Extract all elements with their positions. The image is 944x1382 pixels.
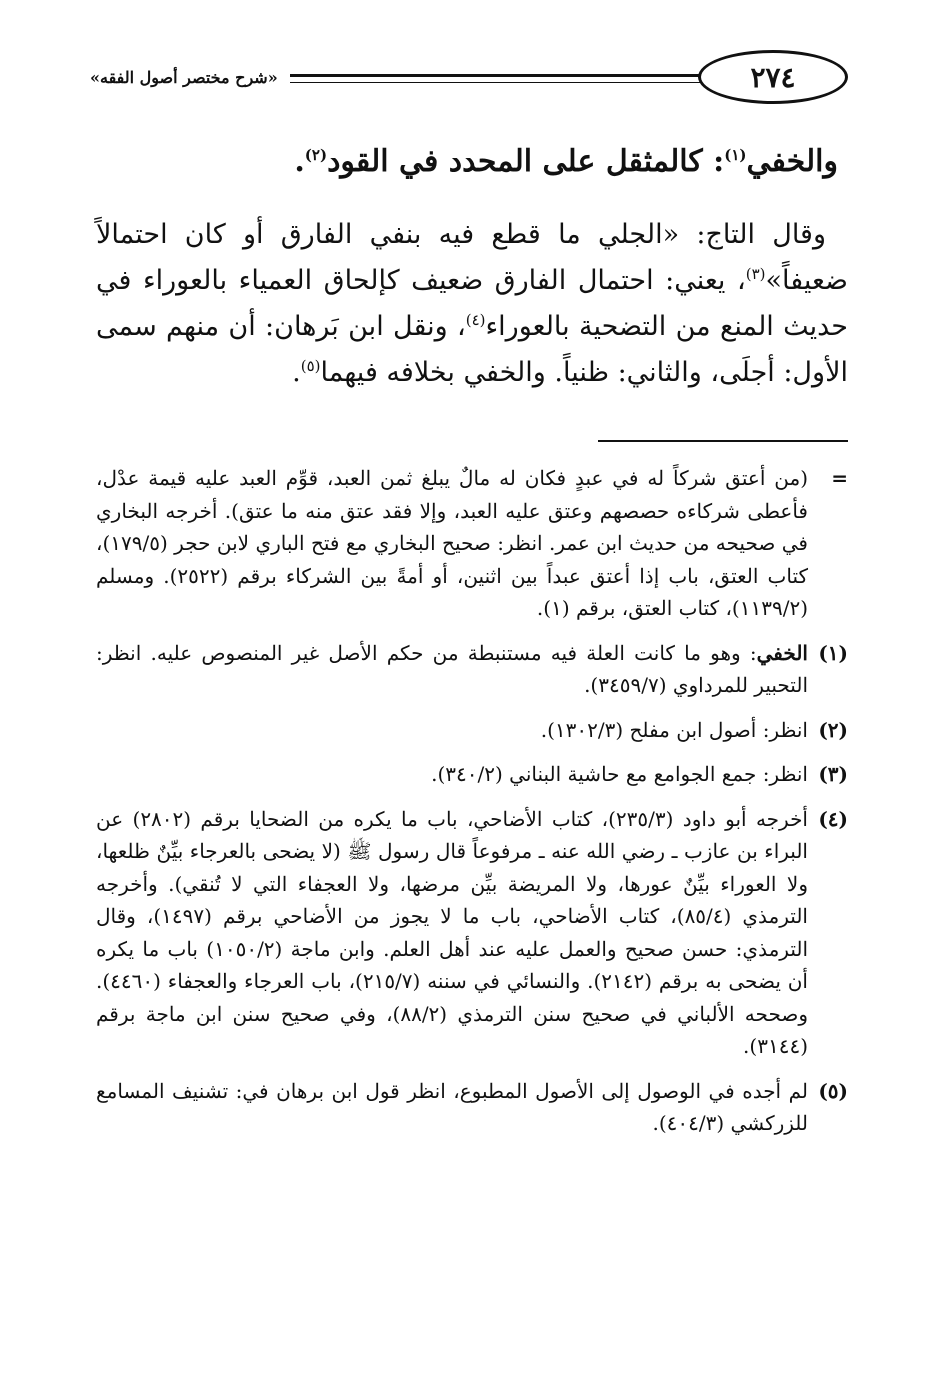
footnote-text: انظر: جمع الجوامع مع حاشية البناني (٣٤٠/٢). bbox=[431, 762, 808, 786]
footnotes bbox=[96, 462, 848, 1152]
book-title: «شرح مختصر أصول الفقه» bbox=[90, 68, 278, 87]
footnote-ref-2[interactable]: (٢) bbox=[304, 146, 328, 164]
footnote-text: انظر: أصول ابن مفلح (١٣٠٢/٣). bbox=[540, 717, 808, 742]
header-rule-thin bbox=[290, 82, 708, 83]
footnote-text bbox=[96, 637, 808, 702]
footnote-separator bbox=[598, 440, 848, 442]
body-paragraph bbox=[96, 212, 848, 396]
paragraph-end: . bbox=[292, 357, 301, 388]
footnote-text: أخرجه أبو داود (٢٣٥/٣)، كتاب الأضاحي، باب ما يكره من الضحايا برقم (٢٨٠٢) عن البراء بن عازب ـ رضي الله عنه ـ مرفوعاً قال رسول ﷺ (لا يضحى بالعرجاء بيِّنٌ ظلعها، ولا العوراء بيِّنٌ عورها، ولا المريضة بيِّن مرضها، ولا العجفاء التي لا تُنقي). وأخرجه الترمذي (٨٥/٤)، كتاب الأضاحي، باب ما لا يجوز من الأضاحي برقم (١٤٩٧)، وقال الترمذي: حسن صحيح والعمل عليه عند أهل العلم. وابن ماجة (١٠٥٠/٢) باب ما يكره أن يضحى به برقم (٢١٤٢). والنسائي في سننه (٢١٥/٧)، باب العرجاء والعجفاء (٤٤٦٠). وصححه الألباني في صحيح سنن الترمذي (٨٨/٢)، وفي صحيح سنن ابن ماجة برقم (٣١٤٤). bbox=[96, 806, 809, 1058]
heading-term: والخفي bbox=[746, 144, 838, 179]
footnote-term: الخفي bbox=[756, 640, 808, 665]
page-number: ٢٧٤ bbox=[698, 50, 848, 104]
footnote-ref-4[interactable]: (٤) bbox=[465, 311, 486, 329]
heading-text: : كالمثقل على المحدد في القود bbox=[327, 144, 725, 179]
footnote-text: (من أعتق شركاً له في عبدٍ فكان له مالٌ يبلغ ثمن العبد، قوِّم العبد عليه قيمة عدْل، فأعطى شركاءه حصصهم وعتق عليه العبد، وإلا فقد عتق منه ما عتق). أخرجه البخاري في صحيحه من حديث ابن عمر. انظر: صحيح البخاري مع فتح الباري لابن حجر (١٧٩/٥)، كتاب العتق، باب إذا أعتق عبداً بين اثنين، أو أمةً بين الشركاء برقم (٢٥٢٢). ومسلم (١١٣٩/٢)، كتاب العتق، برقم (١). bbox=[96, 466, 808, 620]
footnote-marker: = bbox=[831, 466, 848, 490]
footnote-marker: (٢) bbox=[818, 717, 848, 742]
footnote-2 bbox=[96, 714, 848, 747]
header-rule bbox=[290, 74, 708, 77]
footnote-5 bbox=[96, 1075, 848, 1140]
footnote-1 bbox=[96, 637, 848, 702]
paragraph-text-1: وقال التاج: «الجلي ما قطع فيه بنفي الفارق أو كان احتمالاً ضعيفاً» bbox=[96, 219, 848, 296]
footnote-body: : وهو ما كانت العلة فيه مستنبطة من حكم الأصل غير المنصوص عليه. انظر: التحبير للمرداوي (٣٤٥٩/٧). bbox=[96, 640, 808, 697]
main-text bbox=[96, 140, 848, 396]
footnote-marker: (٥) bbox=[818, 1078, 848, 1103]
footnote-4 bbox=[96, 803, 848, 1063]
section-heading bbox=[96, 140, 848, 184]
footnote-continued bbox=[96, 462, 848, 625]
footnote-3 bbox=[96, 758, 848, 791]
footnote-marker: (١) bbox=[818, 640, 848, 665]
footnote-marker: (٤) bbox=[818, 806, 848, 831]
heading-end: . bbox=[294, 144, 305, 179]
paragraph-text-2: ، يعني: احتمال الفارق ضعيف كإلحاق العمياء بالعوراء في حديث المنع من التضحية بالعوراء bbox=[96, 265, 848, 342]
footnote-ref-5[interactable]: (٥) bbox=[300, 357, 321, 375]
footnote-ref-3[interactable]: (٣) bbox=[745, 265, 766, 283]
footnote-text: لم أجده في الوصول إلى الأصول المطبوع، انظر قول ابن برهان في: تشنيف المسامع للزركشي (٤٠٤/٣). bbox=[96, 1078, 808, 1135]
footnote-marker: (٣) bbox=[818, 762, 848, 786]
paragraph-text-3: ، ونقل ابن بَرهان: أن منهم سمى الأول: أجلَى، والثاني: ظنياً. والخفي بخلافه فيهما bbox=[96, 311, 848, 388]
page-header bbox=[90, 50, 848, 110]
footnote-ref-1[interactable]: (١) bbox=[724, 146, 747, 164]
